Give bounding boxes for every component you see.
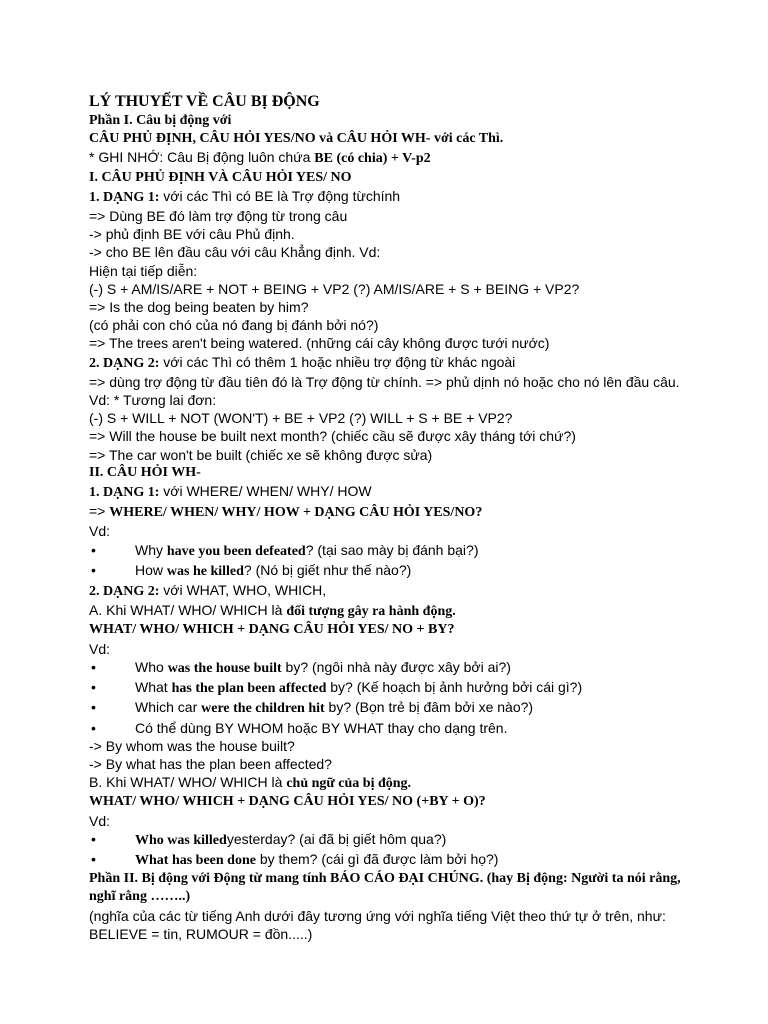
vd-label: Vd: (89, 523, 111, 540)
vd-label: Vd: (89, 812, 111, 829)
bullet-item: • Who was the house built by? (ngôi nhà này được xây bởi ai?) (91, 658, 511, 676)
text-line: => Dùng BE đó làm trợ động từ trong câu (89, 208, 348, 225)
example-line: => Will the house be built next month? (chiếc cầu sẽ được xây tháng tới chứ?) (89, 428, 576, 445)
bullet-item: • What has the plan been affected by? (Kế hoạch bị ảnh hưởng bởi cái gì?) (91, 679, 583, 697)
bullet-item: • Who was killedyesterday? (ai đã bị giết hôm qua?) (91, 830, 447, 848)
bullet-icon: • (91, 850, 96, 867)
wh-form-1-line: 1. DẠNG 1: với WHERE/ WHEN/ WHY/ HOW (89, 483, 372, 501)
example-line: -> By whom was the house built? (89, 737, 295, 754)
bullet-item: • How was he killed? (Nó bị giết như thế nào?) (91, 561, 412, 579)
bullet-icon: • (91, 679, 96, 696)
section-1-heading: I. CÂU PHỦ ĐỊNH VÀ CÂU HỎI YES/ NO (89, 169, 352, 185)
bullet-item: • Có thể dùng BY WHOM hoặc BY WHAT thay cho dạng trên. (91, 719, 508, 736)
case-b-line: B. Khi WHAT/ WHO/ WHICH là chủ ngữ của bị động. (89, 774, 412, 792)
bullet-icon: • (91, 719, 96, 736)
part2-heading: Phần II. Bị động với Động từ mang tính BÁO CÁO ĐẠI CHÚNG. (hay Bị động: Người ta nói rằng, nghĩ rằng ……..) (89, 871, 681, 905)
text-line: Hiện tại tiếp diễn: (89, 262, 198, 279)
text-line: -> cho BE lên đầu câu với câu Khẳng định. Vd: (89, 244, 381, 261)
vd-label: Vd: (89, 640, 111, 657)
bullet-item: • Which car were the children hit by? (Bọn trẻ bị đâm bởi xe nào?) (91, 699, 534, 717)
bullet-icon: • (91, 561, 96, 578)
wh-form-2-line: 2. DẠNG 2: với WHAT, WHO, WHICH, (89, 582, 327, 600)
example-line: => The trees aren't being watered. (những cái cây không được tưới nước) (89, 335, 550, 352)
text-line: -> phủ định BE với câu Phủ định. (89, 226, 295, 243)
formula-line: (-) S + WILL + NOT (WON'T) + BE + VP2 (?) WILL + S + BE + VP2? (89, 410, 513, 427)
form-1-line: 1. DẠNG 1: với các Thì có BE là Trợ động từchính (89, 187, 401, 205)
note-line: * GHI NHỚ: Câu Bị động luôn chứa BE (có chia) + V-p2 (89, 149, 431, 167)
bullet-item: • Why have you been defeated? (tại sao mày bị đánh bại?) (91, 541, 479, 559)
part1-subheading: CÂU PHỦ ĐỊNH, CÂU HỎI YES/NO và CÂU HỎI WH- với các Thì. (89, 131, 504, 147)
doc-title: LÝ THUYẾT VỀ CÂU BỊ ĐỘNG (89, 93, 320, 110)
translation-line: (có phải con chó của nó đang bị đánh bởi nó?) (89, 317, 379, 334)
text-line: (nghĩa của các từ tiếng Anh dưới đây tương ứng với nghĩa tiếng Việt theo thứ tự ở trên, như: BELIEVE = tin, RUMOUR = đồn.....) (89, 907, 666, 942)
example-line: => Is the dog being beaten by him? (89, 299, 309, 316)
bullet-item: • What has been done by them? (cái gì đã được làm bởi họ?) (91, 850, 499, 868)
example-line: => The car won't be built (chiếc xe sẽ không được sửa) (89, 446, 433, 463)
formula-line: (-) S + AM/IS/ARE + NOT + BEING + VP2 (?) AM/IS/ARE + S + BEING + VP2? (89, 280, 580, 297)
text-line: Vd: * Tương lai đơn: (89, 392, 217, 409)
text-line: => dùng trợ động từ đầu tiên đó là Trợ động từ chính. => phủ dịnh nó hoặc cho nó lên đầu câu. (89, 373, 680, 390)
bullet-icon: • (91, 830, 96, 847)
bullet-icon: • (91, 699, 96, 716)
bullet-icon: • (91, 658, 96, 675)
example-line: -> By what has the plan been affected? (89, 755, 332, 772)
formula-line: WHAT/ WHO/ WHICH + DẠNG CÂU HỎI YES/ NO (+BY + O)? (89, 794, 486, 810)
formula-line: => WHERE/ WHEN/ WHY/ HOW + DẠNG CÂU HỎI YES/NO? (89, 503, 483, 521)
document-page (89, 92, 689, 943)
form-2-line: 2. DẠNG 2: với các Thì có thêm 1 hoặc nhiều trợ động từ khác ngoài (89, 353, 516, 371)
part1-heading: Phần I. Câu bị động với (89, 113, 232, 128)
formula-line: WHAT/ WHO/ WHICH + DẠNG CÂU HỎI YES/ NO + BY? (89, 622, 455, 638)
bullet-icon: • (91, 541, 96, 558)
section-2-heading: II. CÂU HỎI WH- (89, 464, 201, 480)
case-a-line: A. Khi WHAT/ WHO/ WHICH là đối tượng gây ra hành động. (89, 602, 456, 620)
